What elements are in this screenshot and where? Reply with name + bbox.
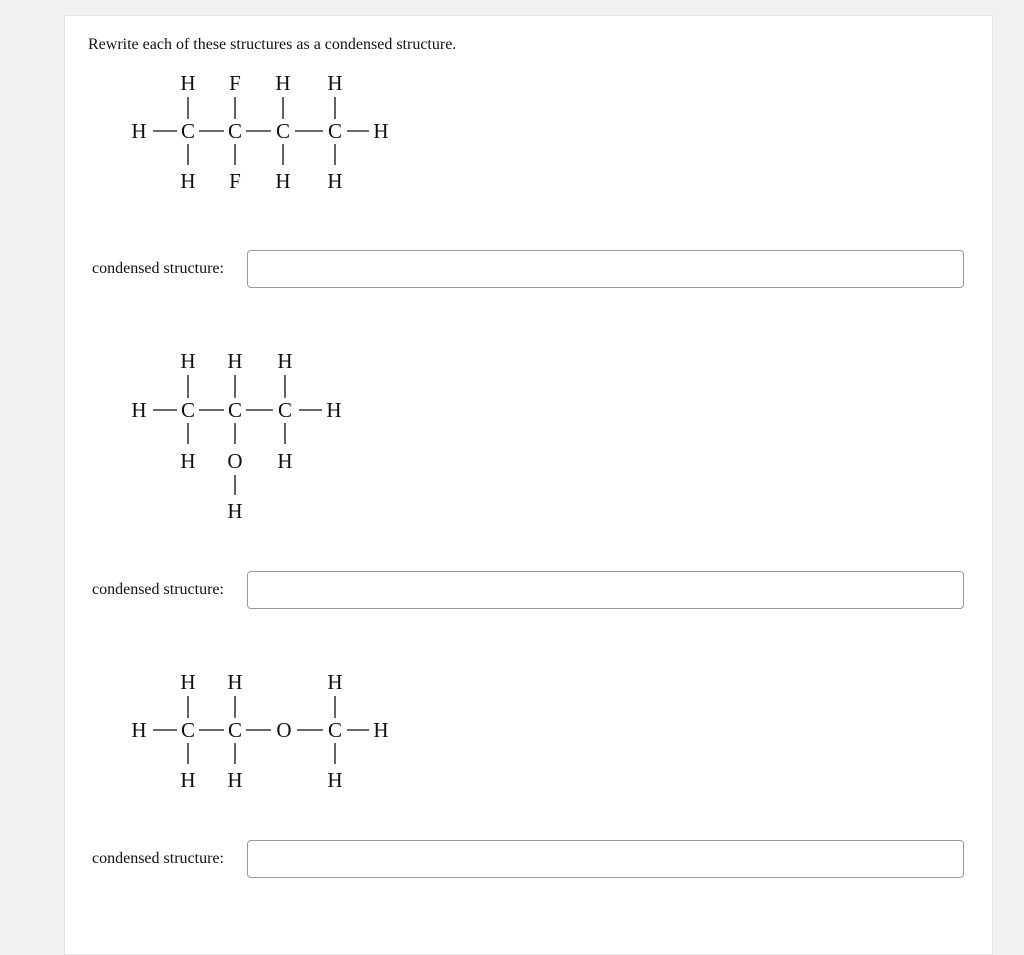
question-card xyxy=(64,15,993,955)
atom-h-left: H xyxy=(131,119,147,143)
atom-c2: C xyxy=(227,718,243,742)
atom-c2-top: H xyxy=(227,670,243,694)
atom-c1: C xyxy=(180,398,196,422)
answer-label-1: condensed structure: xyxy=(92,260,224,277)
atom-c3: C xyxy=(275,119,291,143)
atom-c1-bottom: H xyxy=(180,449,196,473)
atom-c2: C xyxy=(227,398,243,422)
structure-3-diagram xyxy=(125,664,425,804)
atom-h-right: H xyxy=(373,119,389,143)
atom-h-left: H xyxy=(131,718,147,742)
atom-oxygen: O xyxy=(276,718,292,742)
answer-row-3 xyxy=(92,840,972,878)
atom-c3-top: H xyxy=(277,349,293,373)
atom-h-right: H xyxy=(326,398,342,422)
atom-c1-top: H xyxy=(180,349,196,373)
structure-2-diagram xyxy=(125,344,405,534)
atom-c1-bottom: H xyxy=(180,169,196,193)
atom-c2-top: H xyxy=(227,349,243,373)
condensed-structure-input-2[interactable] xyxy=(247,571,964,609)
atom-hydroxyl-h: H xyxy=(227,499,243,523)
atom-c4-bottom: H xyxy=(327,169,343,193)
atom-c2-top: F xyxy=(229,71,241,95)
atom-h-right: H xyxy=(373,718,389,742)
atom-c3: C xyxy=(327,718,343,742)
atom-c1-top: H xyxy=(180,670,196,694)
atom-c1-top: H xyxy=(180,71,196,95)
atom-c2-bottom-oxygen: O xyxy=(227,449,243,473)
atom-c1-bottom: H xyxy=(180,768,196,792)
atom-c3-top: H xyxy=(275,71,291,95)
answer-label-2: condensed structure: xyxy=(92,581,224,598)
answer-row-1 xyxy=(92,250,972,288)
condensed-structure-input-3[interactable] xyxy=(247,840,964,878)
question-prompt: Rewrite each of these structures as a condensed structure. xyxy=(88,36,457,53)
answer-label-3: condensed structure: xyxy=(92,850,224,867)
atom-c1: C xyxy=(180,119,196,143)
structure-1-diagram xyxy=(125,66,405,206)
atom-c2: C xyxy=(227,119,243,143)
atom-c3-bottom: H xyxy=(277,449,293,473)
atom-c2-bottom: F xyxy=(229,169,241,193)
answer-row-2 xyxy=(92,571,972,609)
atom-h-left: H xyxy=(131,398,147,422)
atom-c3-bottom: H xyxy=(275,169,291,193)
atom-c1: C xyxy=(180,718,196,742)
atom-c4: C xyxy=(327,119,343,143)
atom-c3-bottom: H xyxy=(327,768,343,792)
atom-c4-top: H xyxy=(327,71,343,95)
atom-c2-bottom: H xyxy=(227,768,243,792)
atom-c3: C xyxy=(277,398,293,422)
condensed-structure-input-1[interactable] xyxy=(247,250,964,288)
atom-c3-top: H xyxy=(327,670,343,694)
